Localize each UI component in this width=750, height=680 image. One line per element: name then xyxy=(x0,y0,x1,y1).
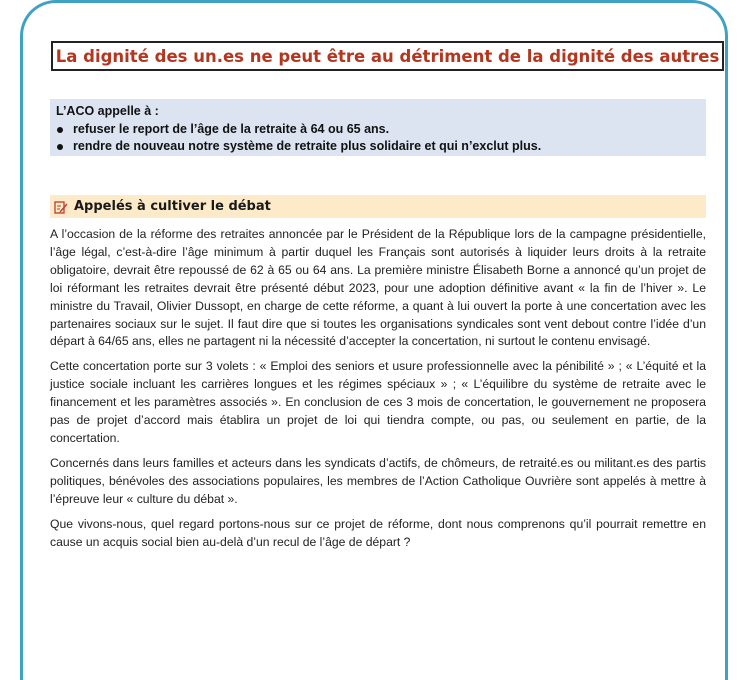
paragraph: Concernés dans leurs familles et acteurs dans les syndicats d’actifs, de chômeurs, de retraité.es ou militant.es des partis politiques, bénévoles des associations populaires, les membres de l’Action Catholique Ouvrière sont appelés à mettre à l’épreuve leur « culture du débat ». xyxy=(50,455,706,506)
call-list xyxy=(56,121,706,155)
call-item-text: refuser le report de l’âge de la retraite à 64 ou 65 ans. xyxy=(73,122,390,136)
paragraph: A l’occasion de la réforme des retraites annoncée par le Président de la République lors de la campagne présidentielle, l’âge légal, c’est-à-dire l’âge minimum à partir duquel les Français sont autorisés à liquider leurs droits à la retraite obligatoire, devrait être repoussé de 62 à 65 ou 64 ans. La première ministre Élisabeth Borne a annoncé qu’un projet de loi réformant les retraites devrait être présenté début 2023, pour une adoption définitive avant « la fin de l’hiver ». Le ministre du Travail, Olivier Dussopt, en charge de cette réforme, a quant à lui ouvert la porte à une concertation avec les partenaires sociaux sur le sujet. Il faut dire que si toutes les organisations syndicales sont vent debout contre l’idée d’un départ à 64/65 ans, elles ne partagent ni la nécessité d’accepter la concertation, ni surtout le contenu envisagé. xyxy=(50,227,706,349)
list-item xyxy=(56,138,706,155)
section-title: Appelés à cultiver le débat xyxy=(74,199,271,214)
document-title: La dignité des un.es ne peut être au détriment de la dignité des autres xyxy=(55,46,720,66)
call-item-text: rendre de nouveau notre système de retraite plus solidaire et qui n’exclut plus. xyxy=(73,139,542,153)
call-heading: L’ACO appelle à : xyxy=(56,104,159,118)
document-title-box xyxy=(51,41,724,71)
call-to-action-box xyxy=(50,99,706,156)
bullet-icon xyxy=(57,127,63,133)
section-header xyxy=(50,195,706,218)
pen-icon xyxy=(54,200,68,214)
bullet-icon xyxy=(57,144,63,150)
article-body xyxy=(50,226,706,558)
paragraph: Cette concertation porte sur 3 volets : « Emploi des seniors et usure professionnelle avec la pénibilité » ; « L’équité et la justice sociale incluant les carrières longues et les régimes spéciaux » ; « L’équilibre du système de retraite avec le financement et les paramètres associés ». En conclusion de ces 3 mois de concertation, le gouvernement ne proposera pas de projet d’accord mais établira un projet de loi qui tiendra compte, ou pas, ou seulement en partie, de la concertation. xyxy=(50,359,706,445)
paragraph: Que vivons-nous, quel regard portons-nous sur ce projet de réforme, dont nous comprenons qu’il pourrait remettre en cause un acquis social bien au-delà d’un recul de l’âge de départ ? xyxy=(50,516,706,549)
list-item xyxy=(56,121,706,138)
